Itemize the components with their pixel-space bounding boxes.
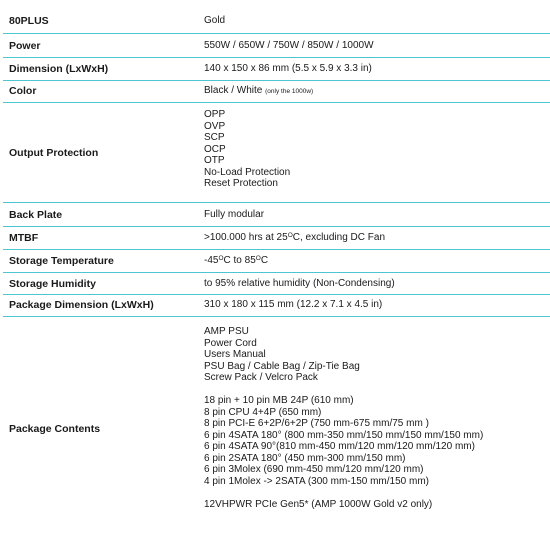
list-item: 12VHPWR PCIe Gen5* (AMP 1000W Gold v2 only): [204, 498, 433, 510]
spec-value: 310 x 180 x 115 mm (12.2 x 7.1 x 4.5 in): [204, 299, 383, 310]
spec-key: Output Protection: [9, 147, 99, 159]
spec-key: Package Contents: [9, 423, 101, 435]
spec-key: Color: [9, 85, 37, 97]
output-protection-list: [204, 109, 290, 190]
color-value: Black / White: [204, 85, 263, 96]
row-divider: [3, 294, 550, 295]
row-divider: [3, 226, 550, 227]
temp-unit: C: [260, 255, 269, 266]
row-divider: [3, 272, 550, 273]
list-item: 8 pin PCI-E 6+2P/6+2P (750 mm-675 mm/75 mm ): [204, 418, 429, 429]
list-item: AMP PSU: [204, 326, 249, 337]
spec-key: 80PLUS: [9, 15, 49, 27]
spec-key: Power: [9, 40, 41, 52]
spec-key: Dimension (LxWxH): [9, 63, 109, 75]
list-item: 8 pin CPU 4+4P (650 mm): [204, 406, 322, 418]
list-item: 6 pin 2SATA 180° (450 mm-300 mm/150 mm): [204, 452, 406, 464]
mtbf-value-post: C, excluding DC Fan: [292, 232, 386, 243]
degree-mark: O: [287, 232, 293, 239]
row-divider: [3, 102, 550, 103]
list-item: Users Manual: [204, 349, 266, 360]
list-spacer: [204, 384, 483, 396]
temp-mid: C to 85: [223, 255, 256, 266]
spec-key: MTBF: [9, 232, 39, 244]
list-spacer: [204, 487, 483, 499]
spec-value: Fully modular: [204, 209, 265, 220]
list-item: OVP: [204, 120, 226, 132]
spec-value: to 95% relative humidity (Non-Condensing): [204, 278, 395, 289]
list-item: No-Load Protection: [204, 166, 291, 178]
spec-value: [204, 255, 268, 267]
spec-key: Package Dimension (LxWxH): [9, 299, 154, 311]
row-divider: [3, 57, 550, 58]
list-item: OCP: [204, 143, 226, 155]
spec-key: Back Plate: [9, 209, 63, 221]
list-item: SCP: [204, 132, 225, 143]
list-item: PSU Bag / Cable Bag / Zip-Tie Bag: [204, 360, 360, 372]
degree-mark: O: [255, 255, 261, 262]
spec-key: Storage Temperature: [9, 255, 114, 267]
list-item: 4 pin 1Molex -> 2SATA (300 mm-150 mm/150 mm): [204, 475, 429, 487]
list-item: Power Cord: [204, 337, 257, 349]
mtbf-value-pre: >100.000 hrs at 25: [204, 232, 288, 243]
spec-value: 550W / 650W / 750W / 850W / 1000W: [204, 40, 374, 51]
list-item: OPP: [204, 109, 226, 120]
temp-low: -45: [204, 255, 219, 266]
spec-value: [204, 232, 385, 244]
list-item: Screw Pack / Velcro Pack: [204, 372, 318, 383]
list-item: 6 pin 4SATA 90°(810 mm-450 mm/120 mm/120 mm/120 mm): [204, 441, 475, 452]
spec-key: Storage Humidity: [9, 278, 96, 290]
row-divider: [3, 80, 550, 81]
spec-value: [204, 85, 313, 98]
list-item: OTP: [204, 155, 225, 166]
spec-value: Gold: [204, 15, 226, 26]
package-contents-list: [204, 326, 483, 510]
color-note: (only the 1000w): [265, 88, 314, 95]
row-divider: [3, 316, 550, 317]
row-divider: [3, 202, 550, 203]
list-item: 6 pin 3Molex (690 mm-450 mm/120 mm/120 mm): [204, 464, 424, 475]
row-divider: [3, 249, 550, 250]
spec-value: 140 x 150 x 86 mm (5.5 x 5.9 x 3.3 in): [204, 63, 372, 74]
list-item: 18 pin + 10 pin MB 24P (610 mm): [204, 395, 354, 406]
row-divider: [3, 33, 550, 34]
degree-mark: O: [218, 255, 224, 262]
list-item: Reset Protection: [204, 178, 278, 189]
list-item: 6 pin 4SATA 180° (800 mm-350 mm/150 mm/150 mm/150 mm): [204, 429, 484, 441]
